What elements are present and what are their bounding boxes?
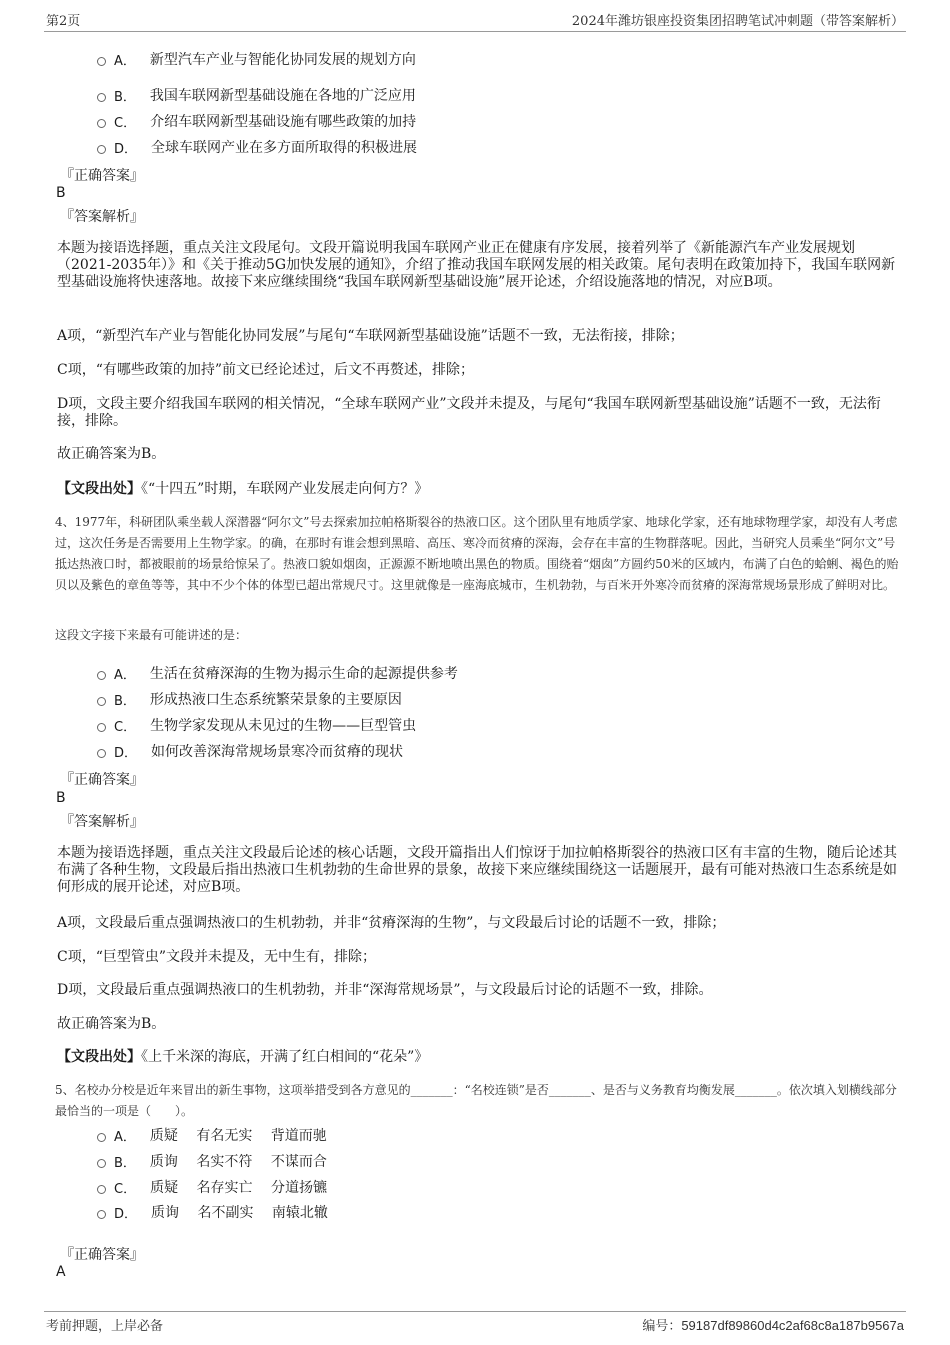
q4-analysis-heading: 『答案解析』 [60, 814, 144, 830]
option-label: D． [114, 745, 138, 761]
q3-analysis-heading: 『答案解析』 [60, 209, 144, 225]
radio-icon[interactable] [97, 1133, 106, 1142]
footer-slogan: 考前押题，上岸必备 [46, 1319, 164, 1334]
option-text: 介绍车联网新型基础设施有哪些政策的加持 [150, 114, 417, 130]
source-title: 《“十四五”时期，车联网产业发展走向何方？》 [141, 481, 429, 497]
q3-option-c[interactable] [97, 110, 416, 132]
option-label: C． [114, 1181, 137, 1197]
option-text: 质疑 有名无实 背道而驰 [149, 1128, 327, 1144]
q5-answer: A [56, 1264, 66, 1280]
q4-option-a[interactable] [97, 662, 458, 684]
option-text: 质询 名不副实 南辕北辙 [151, 1205, 328, 1221]
q4-analysis-c: C项，“巨型管虫”文段并未提及，无中生有，排除； [57, 949, 377, 965]
q3-option-a[interactable] [97, 48, 416, 70]
option-text: 质疑 名存实亡 分道扬镳 [150, 1180, 327, 1196]
document-code [642, 1315, 904, 1334]
radio-icon[interactable] [97, 145, 106, 154]
q5-option-c[interactable] [97, 1176, 327, 1198]
radio-icon[interactable] [97, 1210, 106, 1219]
option-label: A． [114, 53, 136, 69]
option-text: 新型汽车产业与智能化协同发展的规划方向 [149, 52, 416, 68]
q4-answer: B [56, 790, 66, 806]
option-text: 质询 名实不符 不谋而合 [149, 1154, 327, 1170]
option-label: A． [114, 1129, 136, 1145]
option-label: B． [114, 89, 136, 105]
option-text: 如何改善深海常规场景寒冷而贫瘠的现状 [151, 744, 404, 760]
document-title: 2024年潍坊银座投资集团招聘笔试冲刺题（带答案解析） [571, 14, 904, 29]
q4-analysis-a: A项，文段最后重点强调热液口的生机勃勃，并非“贫瘠深海的生物”，与文段最后讨论的话题不一致，排除； [57, 915, 726, 931]
option-label: C． [114, 719, 137, 735]
q4-stem: 4、1977年，科研团队乘坐载人深潜器“阿尔文”号去探索加拉帕格斯裂谷的热液口区。这个团队里有地质学家、地球化学家，还有地球物理学家，却没有人考虑过，这次任务是否需要用上生物学家。的确，在那时有谁会想到黑暗、高压、寒冷而贫瘠的深海，会存在丰富的生物群落呢。因此，当研究人员乘坐“阿尔文”号抵达热液口时，都被眼前的场景给惊呆了。热液口貌如烟囱，正源源不断地喷出黑色的物质。围绕着“烟囱”方圆约50米的区域内，布满了白色的蛤蜊、褐色的贻贝以及紫色的章鱼等等，其中不少个体的体型已超出常规尺寸。这里就像是一座海底城市，生机勃勃，与百米开外寒冷而贫瘠的深海常规场景形成了鲜明对比。 [55, 515, 899, 592]
q3-answer-heading: 『正确答案』 [60, 168, 144, 184]
footer-divider [44, 1311, 906, 1312]
source-label: 【文段出处】 [57, 481, 141, 497]
q3-answer: B [56, 185, 66, 201]
q3-option-d[interactable] [97, 136, 417, 158]
q5-stem: 5、名校办分校是近年来冒出的新生事物，这项举措受到各方意见的_______：“名校连锁”是否_______、是否与义务教育均衡发展_______。依次填入划横线部分最恰当的一项是（ ）。 [55, 1083, 897, 1118]
q3-conclusion: 故正确答案为B。 [57, 446, 166, 462]
source-label: 【文段出处】 [57, 1049, 141, 1065]
page-number: 第2页 [46, 14, 81, 29]
option-text: 形成热液口生态系统繁荣景象的主要原因 [149, 692, 402, 708]
radio-icon[interactable] [97, 1159, 106, 1168]
q4-source [57, 1049, 897, 1066]
option-label: C． [114, 115, 137, 131]
option-text: 生物学家发现从未见过的生物——巨型管虫 [150, 718, 417, 734]
radio-icon[interactable] [97, 723, 106, 732]
radio-icon[interactable] [97, 671, 106, 680]
q3-analysis-d: D项，文段主要介绍我国车联网的相关情况，“全球车联网产业”文段并未提及，与尾句“我国车联网新型基础设施”话题不一致，无法衔接，排除。 [57, 396, 881, 429]
q5-option-b[interactable] [97, 1150, 327, 1172]
q3-analysis-paragraph: 本题为接语选择题，重点关注文段尾句。文段开篇说明我国车联网产业正在健康有序发展，接着列举了《新能源汽车产业发展规划（2021-2035年）》和《关于推动5G加快发展的通知》，介绍了推动我国车联网发展的相关政策。尾句表明在政策加持下，我国车联网新型基础设施将快速落地。故接下来应继续围绕“我国车联网新型基础设施”展开论述，介绍设施落地的情况，对应B项。 [57, 240, 896, 290]
q4-analysis-d: D项，文段最后重点强调热液口的生机勃勃，并非“深海常规场景”，与文段最后讨论的话题不一致，排除。 [57, 982, 713, 998]
q3-source [57, 481, 897, 498]
option-label: D． [114, 141, 138, 157]
header-divider [44, 31, 906, 32]
option-text: 生活在贫瘠深海的生物为揭示生命的起源提供参考 [149, 666, 458, 682]
option-label: B． [114, 693, 136, 709]
q4-prompt: 这段文字接下来最有可能讲述的是： [55, 628, 248, 642]
option-text: 我国车联网新型基础设施在各地的广泛应用 [149, 88, 416, 104]
option-label: D． [114, 1206, 138, 1222]
radio-icon[interactable] [97, 57, 106, 66]
code-value: 59187df89860d4c2af68c8a187b9567a [681, 1318, 904, 1333]
q3-analysis-c: C项，“有哪些政策的加持”前文已经论述过，后文不再赘述，排除； [57, 362, 475, 378]
code-label: 编号： [642, 1319, 682, 1334]
q5-option-a[interactable] [97, 1124, 327, 1146]
radio-icon[interactable] [97, 93, 106, 102]
q4-answer-heading: 『正确答案』 [60, 772, 144, 788]
q5-answer-heading: 『正确答案』 [60, 1247, 144, 1263]
q4-option-c[interactable] [97, 714, 416, 736]
option-text: 全球车联网产业在多方面所取得的积极进展 [151, 140, 418, 156]
q4-option-d[interactable] [97, 740, 403, 762]
option-label: B． [114, 1155, 136, 1171]
q3-option-b[interactable] [97, 84, 416, 106]
option-label: A． [114, 667, 136, 683]
radio-icon[interactable] [97, 697, 106, 706]
radio-icon[interactable] [97, 119, 106, 128]
q4-analysis-paragraph: 本题为接语选择题，重点关注文段最后论述的核心话题，文段开篇指出人们惊讶于加拉帕格斯裂谷的热液口区有丰富的生物，随后论述其布满了各种生物，文段最后指出热液口生机勃勃的生命世界的景象，故接下来应继续围绕这一话题展开，最有可能对热液口生态系统是如何形成的展开论述，对应B项。 [57, 845, 897, 895]
q5-option-d[interactable] [97, 1201, 328, 1223]
q3-analysis-a: A项，“新型汽车产业与智能化协同发展”与尾句“车联网新型基础设施”话题不一致，无法衔接，排除； [57, 328, 684, 344]
radio-icon[interactable] [97, 749, 106, 758]
source-title: 《上千米深的海底，开满了红白相间的“花朵”》 [141, 1049, 429, 1065]
q4-option-b[interactable] [97, 688, 402, 710]
q4-conclusion: 故正确答案为B。 [57, 1016, 166, 1032]
radio-icon[interactable] [97, 1185, 106, 1194]
